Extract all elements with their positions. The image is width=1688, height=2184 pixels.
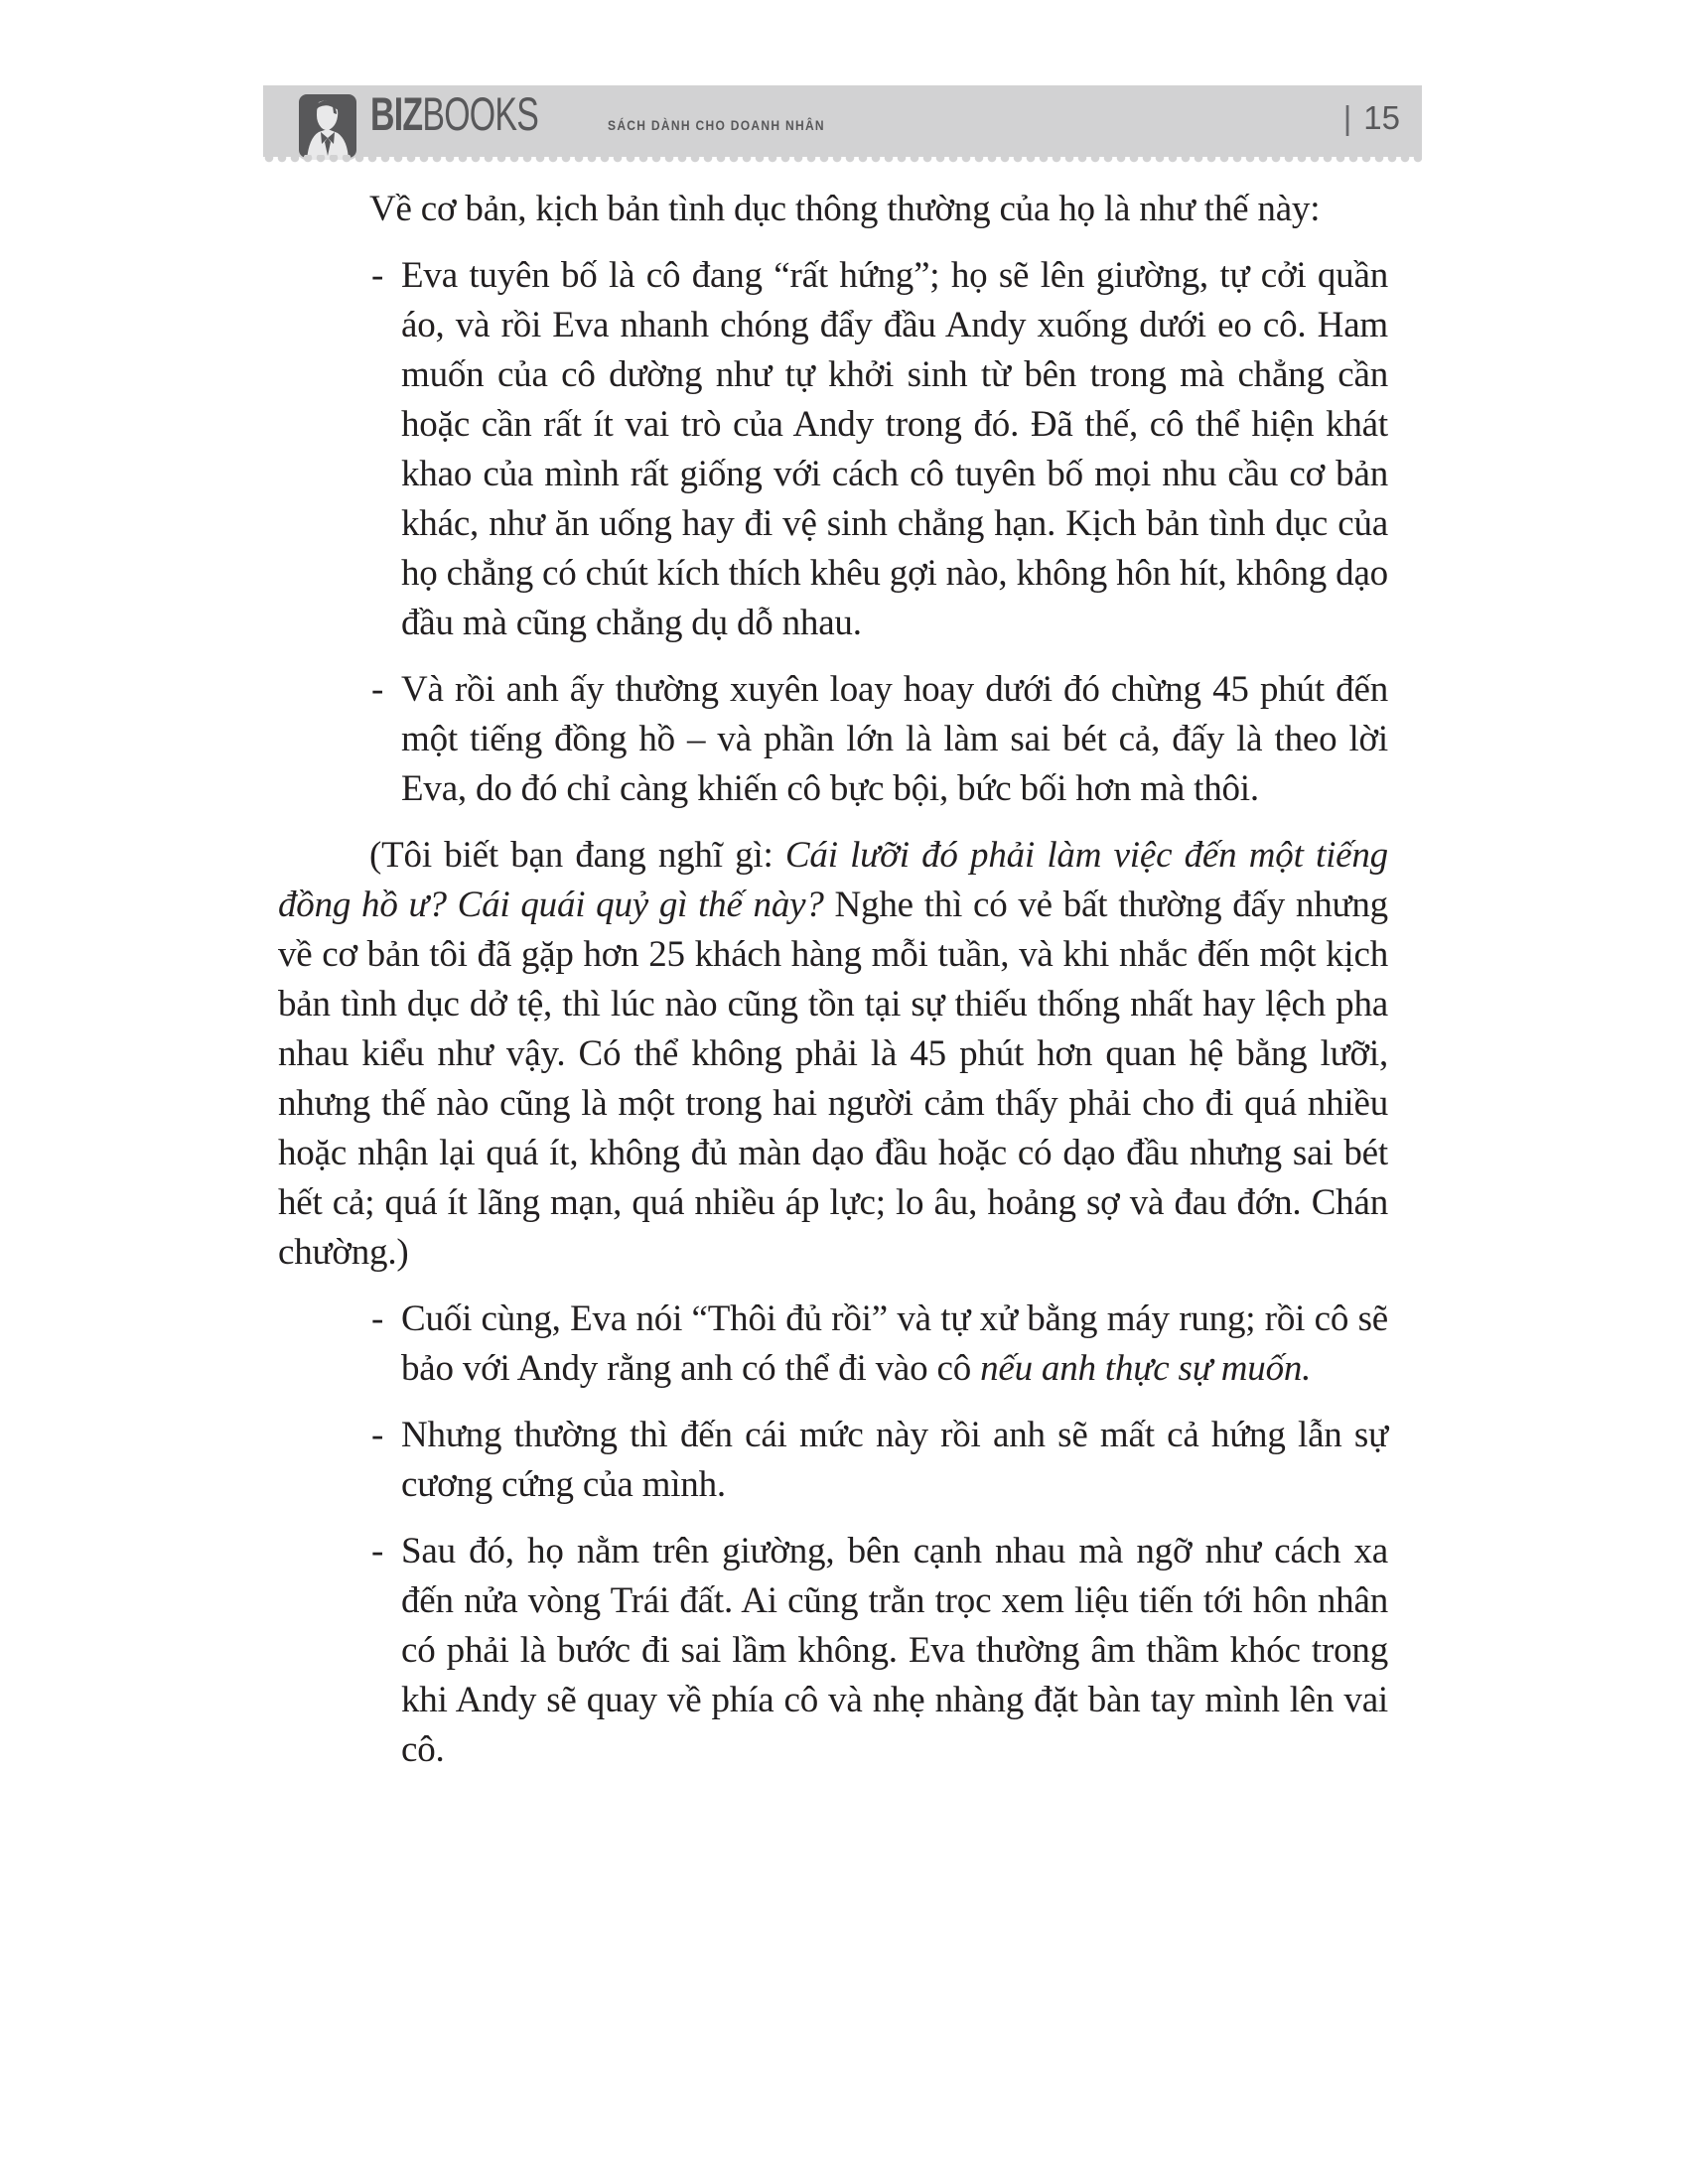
perforation-edge <box>263 155 1422 167</box>
logo-wordmark-biz: BIZ <box>370 87 423 140</box>
page-number-value: 15 <box>1363 99 1400 136</box>
page-header <box>263 85 1422 157</box>
logo-wordmark-books: BOOKS <box>422 87 539 140</box>
bullet-item <box>369 1295 1388 1394</box>
logo-wordmark <box>370 87 539 140</box>
bullet-item <box>369 1411 1388 1510</box>
text-segment: (Tôi biết bạn đang nghĩ gì: <box>369 835 785 876</box>
text-segment: Cuối cùng, Eva nói “Thôi đủ rồi” và tự xử bằng máy rung; rồi cô sẽ bảo với Andy rằng anh có thể đi vào cô <box>401 1298 1388 1389</box>
bullet-marker: - <box>371 255 384 296</box>
text-segment: Nghe thì có vẻ bất thường đấy nhưng về cơ bản tôi đã gặp hơn 25 khách hàng mỗi tuần, và khi nhắc đến một kịch bản tình dục dở tệ, thì lúc nào cũng tồn tại sự thiếu thống nhất hay lệch pha nhau kiểu như vậy. Có thể không phải là 45 phút hơn quan hệ bằng lưỡi, nhưng thế nào cũng là một trong hai người cảm thấy phải cho đi quá nhiều hoặc nhận lại quá ít, không đủ màn dạo đầu hoặc có dạo đầu nhưng sai bét hết cả; quá ít lãng mạn, quá nhiều áp lực; lo âu, hoảng sợ và đau đớn. Chán chường.) <box>278 885 1388 1273</box>
bullet-item <box>369 1527 1388 1775</box>
text-segment: Và rồi anh ấy thường xuyên loay hoay dưới đó chừng 45 phút đến một tiếng đồng hồ – và phần lớn là làm sai bét cả, đấy là theo lời Eva, do đó chỉ càng khiến cô bực bội, bức bối hơn mà thôi. <box>401 669 1388 809</box>
text-segment: Eva tuyên bố là cô đang “rất hứng”; họ sẽ lên giường, tự cởi quần áo, và rồi Eva nhanh chóng đẩy đầu Andy xuống dưới eo cô. Ham muốn của cô dường như tự khởi sinh từ bên trong mà chẳng cần hoặc cần rất ít vai trò của Andy trong đó. Đã thế, cô thể hiện khát khao của mình rất giống với cách cô tuyên bố mọi nhu cầu cơ bản khác, như ăn uống hay đi vệ sinh chẳng hạn. Kịch bản tình dục của họ chẳng có chút kích thích khêu gợi nào, không hôn hít, không dạo đầu mà cũng chẳng dụ dỗ nhau. <box>401 255 1388 643</box>
bullet-marker: - <box>371 1531 384 1571</box>
logo-tagline: SÁCH DÀNH CHO DOANH NHÂN <box>607 117 825 133</box>
page-number-separator: | <box>1342 99 1352 136</box>
bullet-marker: - <box>371 669 384 710</box>
bullet-marker: - <box>371 1415 384 1455</box>
bullet-item <box>369 251 1388 648</box>
publisher-logo <box>297 87 860 160</box>
text-segment: Về cơ bản, kịch bản tình dục thông thường của họ là như thế này: <box>369 189 1321 229</box>
page-number <box>1343 99 1400 137</box>
bullet-item <box>369 665 1388 814</box>
text-segment: Sau đó, họ nằm trên giường, bên cạnh nhau mà ngỡ như cách xa đến nửa vòng Trái đất. Ai cũng trằn trọc xem liệu tiến tới hôn nhân có phải là bước đi sai lầm không. Eva thường âm thầm khóc trong khi Andy sẽ quay về phía cô và nhẹ nhàng đặt bàn tay mình lên vai cô. <box>401 1531 1388 1770</box>
italic-text-segment: Cái lưỡi đó phải làm việc đến một tiếng đồng hồ ư? Cái quái quỷ gì thế này? <box>278 835 1388 925</box>
bizbooks-gentleman-icon <box>297 92 358 160</box>
paragraph <box>278 185 1388 234</box>
paragraph <box>278 831 1388 1278</box>
logo-texts <box>370 87 860 140</box>
text-segment: Nhưng thường thì đến cái mức này rồi anh sẽ mất cả hứng lẫn sự cương cứng của mình. <box>401 1415 1388 1505</box>
body-text <box>278 185 1388 1792</box>
bullet-marker: - <box>371 1298 384 1339</box>
italic-text-segment: nếu anh thực sự muốn. <box>980 1348 1312 1389</box>
